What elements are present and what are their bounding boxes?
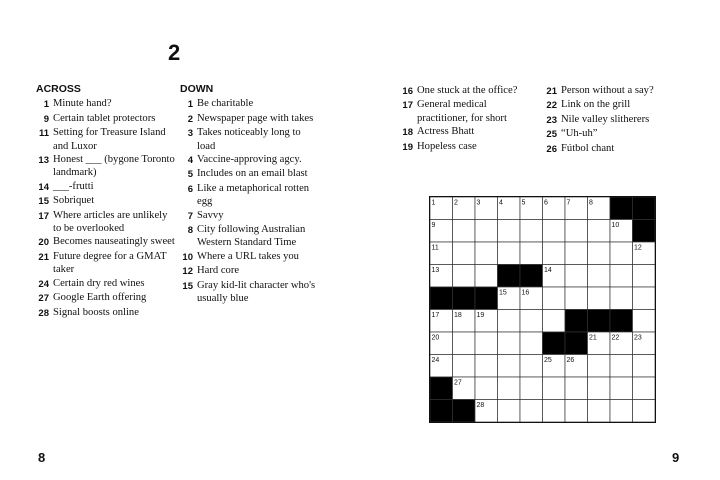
clue-number: 17 [402,100,413,112]
grid-block [633,197,656,220]
grid-block [430,287,453,310]
clue-number: 9 [43,113,49,125]
grid-cell[interactable] [543,400,566,423]
grid-cell-number: 27 [454,379,462,387]
grid-block [520,265,543,288]
clue-number: 15 [38,196,49,208]
clue-number: 25 [546,129,557,141]
clue-text: Person without a say? [561,85,654,96]
clue-number: 10 [182,251,193,263]
grid-cell-number: 13 [431,267,440,274]
grid-cell[interactable] [520,220,543,243]
clue-item [180,250,318,264]
grid-cell[interactable] [520,332,543,355]
clue-text: Signal boosts online [53,306,139,318]
grid-cell[interactable] [610,400,633,423]
grid-cell[interactable] [453,355,476,378]
clue-number: 24 [38,278,49,290]
clue-number: 14 [38,181,49,193]
grid-cell-number: 6 [544,199,548,207]
clue-text: Setting for Treasure Island and Luxor [53,127,166,152]
grid-cell[interactable] [475,355,498,378]
clue-text: Future degree for a GMAT taker [53,250,167,276]
clue-text: Vaccine-approving agcy. [197,154,302,166]
clue-item [544,127,684,141]
clue-number: 17 [38,210,49,222]
grid-cell[interactable] [498,377,521,400]
clue-number: 2 [187,113,193,125]
clue-item [36,235,176,249]
clue-item [400,125,540,139]
clue-item [36,112,176,126]
grid-cell[interactable] [543,220,566,243]
across-heading: ACROSS [36,83,81,95]
grid-cell[interactable] [520,310,543,333]
puzzle-number: 2 [168,40,181,65]
grid-block [610,197,633,220]
grid-cell[interactable] [475,377,498,400]
clue-number: 23 [546,114,557,126]
grid-cell[interactable] [498,242,521,265]
clue-text: Actress Bhatt [417,126,475,138]
grid-block [543,332,566,355]
clue-item [400,84,540,98]
clue-text: Where a URL takes you [197,250,299,262]
down-clues-continued [400,84,540,154]
grid-cell[interactable] [565,377,588,400]
grid-cell[interactable] [498,310,521,333]
grid-cell[interactable] [610,355,633,378]
grid-cell[interactable] [520,355,543,378]
down-clues-continued-2 [544,84,684,156]
grid-block [475,287,498,310]
grid-block [588,310,611,333]
clue-item [36,277,176,291]
grid-cell-number: 7 [566,199,571,207]
clue-number: 22 [546,100,557,112]
grid-cell[interactable] [588,242,611,265]
clue-item [180,112,318,126]
clue-number: 1 [187,99,193,111]
clue-number: 21 [546,86,557,97]
grid-cell-number: 14 [544,267,552,274]
clue-text: Be charitable [197,98,254,110]
clue-text: Hard core [197,265,240,277]
clue-number: 12 [182,266,193,278]
clue-text: ___-frutti [53,180,94,192]
grid-cell[interactable] [498,400,521,423]
clue-number: 19 [402,141,413,153]
across-list [36,97,176,320]
grid-cell-number: 17 [431,312,440,319]
clue-text: Includes on an email blast [197,168,308,180]
clue-number: 15 [182,280,193,292]
clue-text: Minute hand? [53,98,112,110]
clue-item [36,306,176,320]
clue-text: “Uh-uh” [561,128,598,140]
grid-block [453,400,476,423]
grid-cell-number: 24 [431,357,440,364]
clue-item [36,126,176,153]
grid-cell[interactable] [588,265,611,288]
grid-cell-number: 1 [431,199,436,207]
grid-cell-number: 4 [499,199,503,207]
clue-item [36,97,176,111]
grid-cell-number: 12 [634,244,642,252]
grid-cell[interactable] [633,355,656,378]
grid-cell[interactable] [475,332,498,355]
clue-text: Certain tablet protectors [53,112,156,124]
grid-cell[interactable] [565,220,588,243]
clue-number: 8 [187,225,193,237]
clue-text: Where articles are unlikely to be overlooked [53,209,168,235]
grid-cell[interactable] [498,332,521,355]
grid-block [610,310,633,333]
clue-item [544,142,684,156]
grid-block [430,377,453,400]
right-page-number: 9 [672,450,680,465]
grid-cell[interactable] [633,400,656,423]
clue-text: Fútbol chant [561,142,615,154]
clue-item [400,98,540,125]
grid-cell-number: 10 [611,222,620,229]
clue-item [180,97,318,111]
clue-item [180,264,318,278]
clue-item [36,250,176,277]
clue-text: Sobriquet [53,195,95,207]
clue-item [36,291,176,305]
grid-cell-number: 18 [454,312,462,319]
grid-block [430,400,453,423]
clue-text: One stuck at the office? [417,85,518,96]
clue-item [36,180,176,194]
clue-item [544,113,684,127]
grid-cell[interactable] [633,377,656,400]
clue-number: 7 [187,210,193,222]
grid-cell[interactable] [453,265,476,288]
clue-text: City following Australian Western Standard Time [197,224,306,249]
clue-number: 4 [187,155,193,167]
grid-cell[interactable] [610,242,633,265]
grid-cell-number: 16 [521,289,530,297]
clue-item [36,153,176,180]
grid-cell[interactable] [498,355,521,378]
grid-cell-number: 19 [476,312,485,319]
clue-item [180,126,318,153]
grid-cell[interactable] [588,377,611,400]
grid-cell[interactable] [610,265,633,288]
grid-cell[interactable] [588,400,611,423]
grid-cell-number: 23 [634,334,642,342]
clue-number: 5 [187,169,193,181]
grid-cell[interactable] [520,400,543,423]
grid-cell-number: 2 [454,199,458,207]
clue-number: 27 [38,293,49,305]
left-page-number: 8 [38,450,46,465]
clue-item [36,209,176,236]
clue-text: General medical practitioner, for short [417,99,507,124]
grid-cell-number: 28 [476,402,485,409]
grid-cell[interactable] [633,265,656,288]
down-list [180,97,318,305]
grid-cell[interactable] [520,242,543,265]
clue-item [180,223,318,250]
clue-number: 11 [38,128,49,140]
down-list-continued-2 [544,84,684,156]
clue-item [180,167,318,181]
clue-number: 21 [38,251,49,263]
grid-cell[interactable] [475,265,498,288]
clue-number: 1 [43,99,49,111]
grid-block [498,265,521,288]
down-clues [180,83,318,306]
clue-item [544,84,684,98]
grid-cell[interactable] [543,310,566,333]
grid-block [565,310,588,333]
grid-cell[interactable] [588,355,611,378]
grid-block [633,220,656,243]
grid-cell[interactable] [610,287,633,310]
grid-cell-number: 5 [521,199,526,207]
clue-item [36,194,176,208]
clue-number: 16 [402,86,413,97]
grid-cell[interactable] [588,287,611,310]
clue-text: Newspaper page with takes [197,112,314,124]
clue-number: 6 [187,183,193,195]
grid-cell[interactable] [543,242,566,265]
clue-text: Nile valley slitherers [561,113,650,125]
grid-cell-number: 3 [476,199,481,207]
grid-block [565,332,588,355]
clue-item [544,98,684,112]
grid-cell[interactable] [543,377,566,400]
clue-number: 13 [38,155,49,167]
clue-number: 28 [38,307,49,319]
grid-cell[interactable] [498,220,521,243]
clue-number: 26 [546,143,557,155]
grid-cell-number: 26 [566,357,575,364]
clue-item [180,182,318,209]
clue-text: Hopeless case [417,140,477,152]
grid-cell[interactable] [610,377,633,400]
clue-number: 18 [402,127,413,139]
grid-cell-number: 21 [589,334,597,342]
grid-block [453,287,476,310]
clue-text: Honest ___ (bygone Toronto landmark) [53,154,175,179]
grid-cell[interactable] [453,242,476,265]
grid-cell[interactable] [453,220,476,243]
across-clues [36,83,176,320]
grid-cell[interactable] [565,400,588,423]
clue-text: Takes noticeably long to load [197,127,301,152]
down-list-continued [400,84,540,154]
grid-cell[interactable] [565,287,588,310]
clue-text: Link on the grill [561,99,631,111]
grid-cell-number: 25 [544,357,552,364]
clue-text: Google Earth offering [53,292,147,304]
grid-cell[interactable] [475,220,498,243]
clue-number: 20 [38,237,49,249]
grid-cell[interactable] [543,287,566,310]
clue-item [180,279,318,306]
grid-cell[interactable] [520,377,543,400]
down-heading: DOWN [180,83,214,95]
grid-cell[interactable] [633,310,656,333]
clue-number: 3 [187,128,193,140]
grid-cell[interactable] [633,287,656,310]
clue-item [180,209,318,223]
grid-cell-number: 11 [431,244,439,252]
clue-text: Becomes nauseatingly sweet [53,236,175,248]
clue-item [180,153,318,167]
clue-item [400,140,540,154]
grid-cell-number: 8 [589,199,593,207]
grid-cell-number: 15 [499,289,507,297]
clue-text: Savvy [197,209,224,221]
grid-cell[interactable] [475,242,498,265]
clue-text: Gray kid-lit character who's usually blue [197,279,316,305]
clue-text: Certain dry red wines [53,277,145,289]
clue-text: Like a metaphorical rotten egg [197,182,310,208]
grid-cell[interactable] [588,220,611,243]
grid-cell[interactable] [453,332,476,355]
grid-cell-number: 20 [431,334,440,342]
grid-cell-number: 9 [431,222,436,229]
grid-cell[interactable] [565,265,588,288]
grid-cell-number: 22 [611,334,620,342]
crossword-grid [429,196,656,423]
grid-cell[interactable] [565,242,588,265]
